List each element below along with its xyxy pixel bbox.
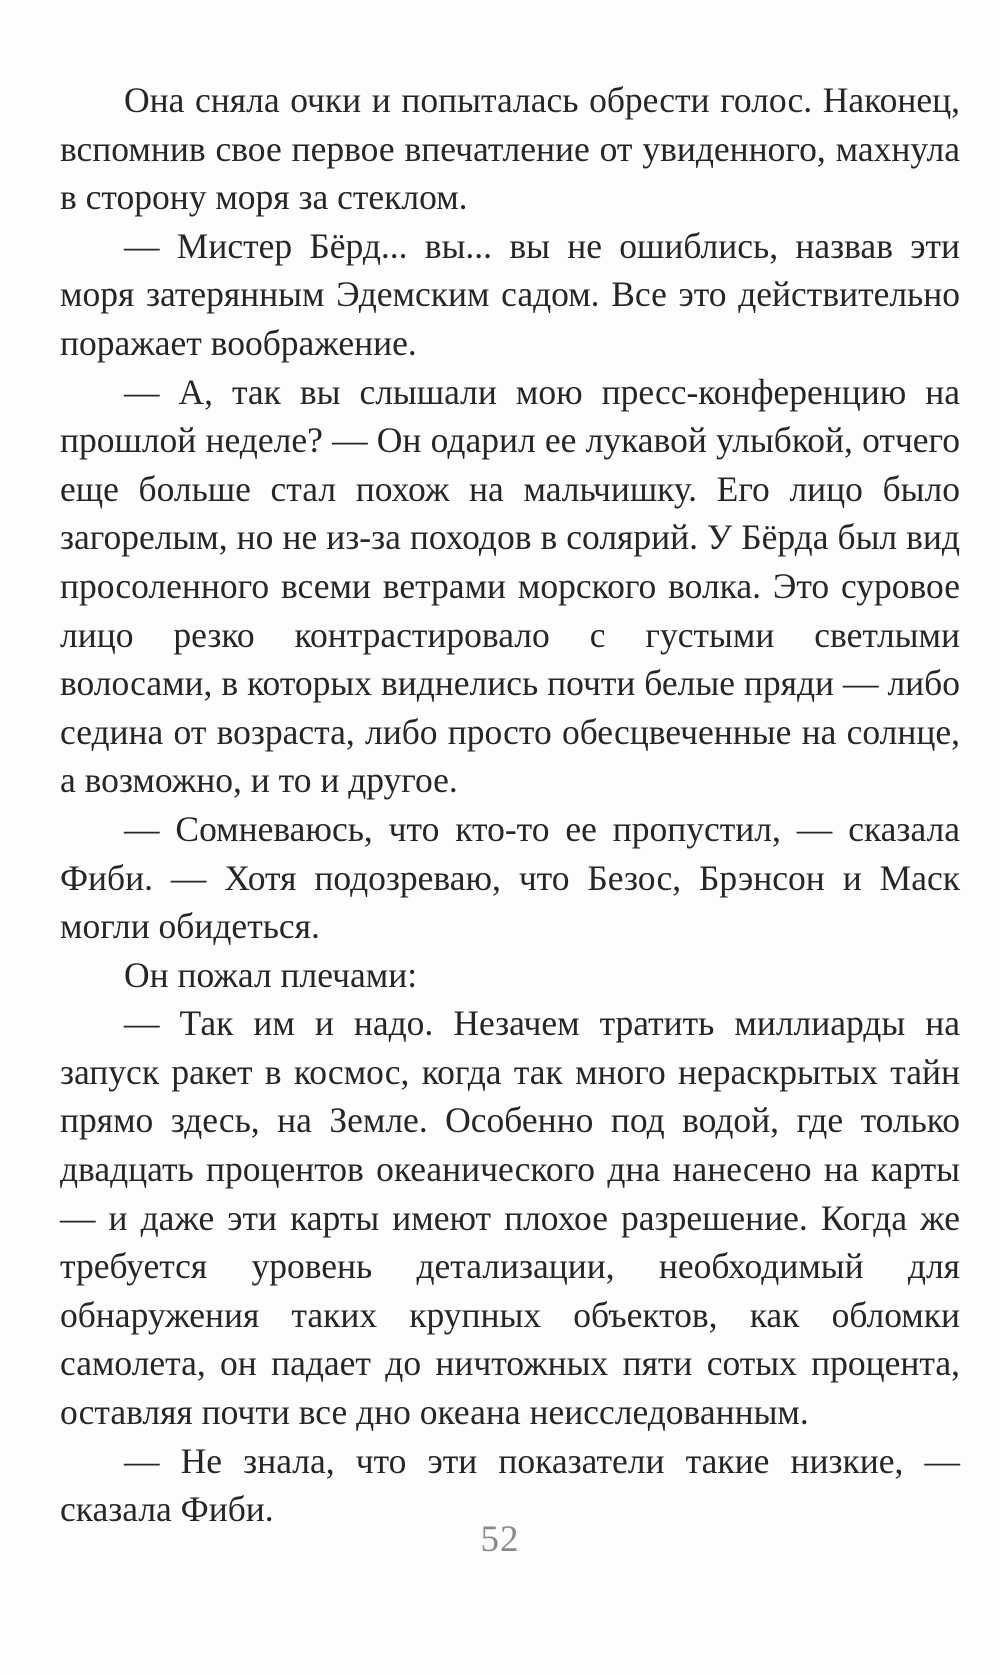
paragraph-7: — Не знала, что эти показатели такие низкие, — сказала Фиби. xyxy=(60,1440,960,1530)
paragraph-6: — Так им и надо. Незачем тратить миллиарды на запуск ракет в космос, когда так много нераскрытых тайн прямо здесь, на Земле. Особенно под водой, где только двадцать процентов океанического дна нанесено на карты — и даже эти карты имеют плохое разрешение. Когда же требуется уровень детализации, необходимый для обнаружения таких крупных объектов, как обломки самолета, он падает до ничтожных пяти сотых процента, оставляя почти все дно океана неисследованным. xyxy=(60,1003,960,1433)
paragraph-4: — Сомневаюсь, что кто-то ее пропустил, — сказала Фиби. — Хотя подозреваю, что Безос, Брэнсон и Маск могли обидеться. xyxy=(60,808,960,947)
paragraph-1: Она сняла очки и попыталась обрести голос. Наконец, вспомнив свое первое впечатление от увиденного, махнула в сторону моря за стеклом. xyxy=(60,80,960,218)
body-text xyxy=(60,76,960,1534)
paragraph-5: Он пожал плечами: xyxy=(124,954,418,995)
page-number: 52 xyxy=(480,1519,520,1560)
paragraph-3: — А, так вы слышали мою пресс-конференцию на прошлой неделе? — Он одарил ее лукавой улыбкой, отчего еще больше стал похож на мальчишку. Его лицо было загорелым, но не из-за походов в солярий. У Бёрда был вид просоленного всеми ветрами морского волка. Это суровое лицо резко контрастировало с густыми светлыми волосами, в которых виднелись почти белые пряди — либо седина от возраста, либо просто обесцвеченные на солнце, а возможно, и то и другое. xyxy=(60,371,960,801)
paragraph-2: — Мистер Бёрд... вы... вы не ошиблись, назвав эти моря затерянным Эдемским садом. Все это действительно поражает воображение. xyxy=(60,225,960,363)
